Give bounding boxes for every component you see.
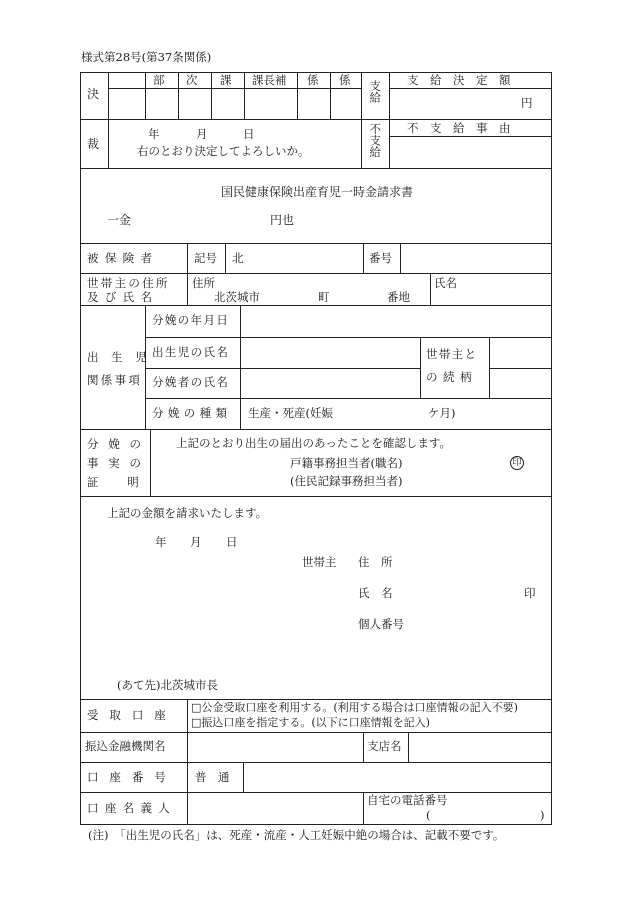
householder-label-1: 世帯主の住所: [87, 276, 170, 290]
amount-prefix: 一金: [107, 213, 132, 227]
approval-text: 右のとおり決定してよろしいか。: [137, 144, 310, 158]
proof-label-3: 証明: [87, 475, 168, 489]
receipt-label: 受取口座: [87, 708, 177, 722]
amount-suffix: 円也: [270, 213, 295, 227]
form-id: 様式第28号(第37条関係): [81, 50, 212, 64]
decision-date-day: 日: [243, 127, 255, 141]
birth-type-value-b: ケ月): [428, 406, 456, 420]
decision-label-bottom: 裁: [87, 137, 100, 151]
footnote: (注) 「出生児の氏名」は、死産・流産・人工妊娠中絶の場合は、記載不要です。: [88, 828, 505, 842]
addressee: (あて先)北茨城市長: [117, 678, 218, 692]
institution-label: 振込金融機関名: [85, 739, 166, 753]
personal-number-label: 個人番号: [358, 617, 404, 631]
role-kachoho: 課長補: [252, 73, 287, 87]
proof-statement: 上記のとおり出生の届出のあったことを確認します。: [176, 436, 451, 450]
request-seal: 印: [524, 586, 536, 600]
option-public-account[interactable]: □公金受取口座を利用する。(利用する場合は口座情報の記入不要): [191, 701, 518, 714]
request-date-day: 日: [226, 535, 238, 549]
child-name-label: 出生児の氏名: [152, 345, 230, 359]
householder-name-label: 氏名: [434, 276, 457, 290]
symbol-value: 北: [232, 251, 244, 265]
non-payment-label: 不支給: [368, 123, 383, 158]
insured-label: 被保険者: [87, 251, 159, 265]
request-name-label: 氏 名: [358, 586, 393, 600]
number-label: 番号: [369, 251, 392, 265]
symbol-label: 記号: [194, 251, 217, 265]
non-payment-reason-label: 不 支 給 事 由: [407, 121, 511, 135]
role-kakari-2: 係: [339, 73, 351, 87]
address-city: 北茨城市: [214, 290, 260, 304]
role-kakari-1: 係: [307, 73, 319, 87]
birth-section-label-1: 出生児: [87, 350, 160, 364]
account-type: 普 通: [195, 770, 230, 784]
relation-label-1: 世帯主と: [426, 347, 478, 361]
role-ji: 次: [186, 73, 198, 87]
proof-label-1: 分娩の: [87, 437, 151, 451]
relation-label-2: の続柄: [426, 370, 478, 384]
address-town: 町: [318, 290, 330, 304]
account-number-label: 口座番号: [87, 770, 177, 784]
mother-name-label: 分娩者の氏名: [152, 375, 230, 389]
proof-officer: 戸籍事務担当者(職名): [290, 456, 403, 470]
account-holder-label: 口座名義人: [87, 801, 177, 815]
yen-unit: 円: [521, 96, 533, 110]
birth-type-value-a: 生産・死産(妊娠: [248, 406, 333, 420]
request-statement: 上記の金額を請求いたします。: [107, 506, 268, 520]
decision-date-year: 年: [148, 127, 160, 141]
seal-mark: 印: [510, 456, 524, 470]
address-label: 住所: [192, 276, 215, 290]
amount-decision-label: 支 給 決 定 額: [407, 73, 511, 87]
phone-paren-close: ): [540, 808, 545, 822]
request-date-month: 月: [190, 535, 202, 549]
request-address-label: 住 所: [358, 555, 393, 569]
form-title: 国民健康保険出産育児一時金請求書: [221, 185, 414, 199]
phone-paren-open: (: [426, 808, 431, 822]
proof-officer-alt: (住民記録事務担当者): [290, 474, 403, 488]
role-bu: 部: [153, 73, 165, 87]
request-householder: 世帯主: [302, 555, 337, 569]
request-date-year: 年: [155, 535, 167, 549]
proof-label-2: 事実の: [87, 456, 151, 470]
role-ka: 課: [220, 73, 232, 87]
householder-label-2: 及び氏名: [87, 290, 159, 304]
address-banchi: 番地: [387, 290, 410, 304]
decision-label-top: 決: [87, 87, 100, 101]
payment-label: 支給: [368, 80, 383, 103]
phone-label: 自宅の電話番号: [367, 793, 448, 807]
branch-label: 支店名: [367, 739, 402, 753]
birth-date-label: 分娩の年月日: [152, 313, 230, 327]
option-transfer-account[interactable]: □振込口座を指定する。(以下に口座情報を記入): [191, 716, 430, 729]
birth-section-label-2: 関係事項: [87, 373, 143, 387]
decision-date-month: 月: [196, 127, 208, 141]
birth-type-label: 分娩の種類: [152, 406, 232, 420]
